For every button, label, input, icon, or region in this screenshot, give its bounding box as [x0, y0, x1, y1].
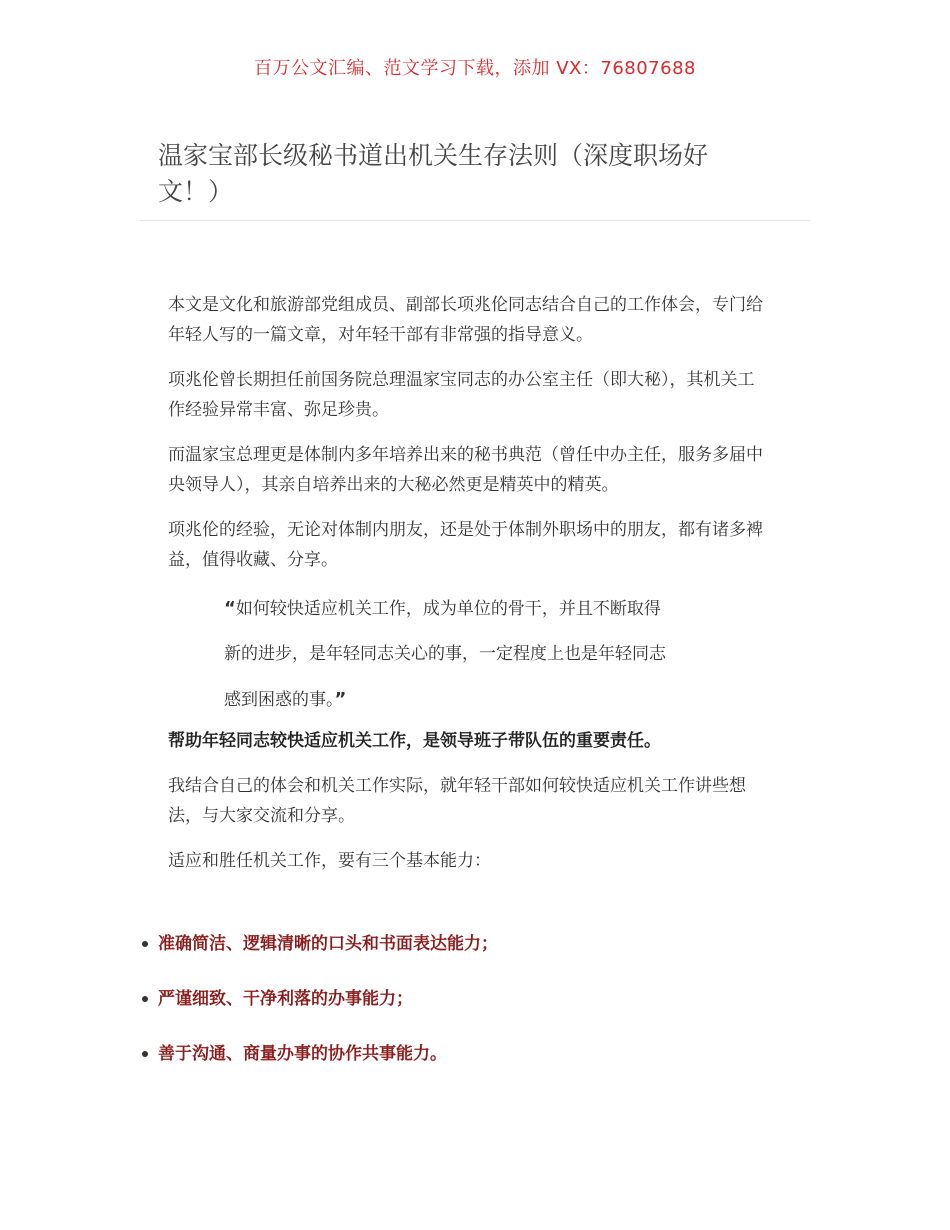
abilities-list [138, 930, 838, 1095]
ability-item [138, 985, 838, 1013]
article-title-line-1: 温家宝部长级秘书道出机关生存法则（深度职场好 [158, 141, 709, 170]
article-title [158, 138, 758, 210]
ability-item [138, 930, 838, 958]
quote-line-1-text: 如何较快适应机关工作，成为单位的骨干，并且不断取得 [235, 599, 661, 619]
title-divider [140, 220, 810, 221]
ability-item [138, 1040, 838, 1068]
article-title-line-2: 文！） [158, 177, 234, 206]
background-paragraph: 项兆伦曾长期担任前国务院总理温家宝同志的办公室主任（即大秘），其机关工作经验异常丰富、弥足珍贵。 [168, 370, 755, 420]
quote-line-1 [224, 597, 734, 621]
ability-text: 准确简洁、逻辑清晰的口头和书面表达能力； [158, 934, 498, 954]
value-paragraph: 项兆伦的经验，无论对体制内朋友，还是处于体制外职场中的朋友，都有诸多裨益，值得收藏、分享。 [168, 520, 763, 570]
article-body [168, 290, 768, 891]
approach-paragraph: 我结合自己的体会和机关工作实际，就年轻干部如何较快适应机关工作讲些想法，与大家交流和分享。 [168, 776, 746, 826]
context-paragraph: 而温家宝总理更是体制内多年培养出来的秘书典范（曾任中办主任，服务多届中央领导人），其亲自培养出来的大秘必然更是精英中的精英。 [168, 445, 763, 495]
bullet-icon [142, 1051, 148, 1057]
quote-open-mark: “ [224, 598, 236, 619]
ability-text: 严谨细致、干净利落的办事能力； [158, 989, 413, 1009]
abilities-intro: 适应和胜任机关工作，要有三个基本能力： [168, 851, 491, 871]
blockquote [224, 597, 734, 712]
ability-text: 善于沟通、商量办事的协作共事能力。 [158, 1044, 447, 1064]
intro-paragraph: 本文是文化和旅游部党组成员、副部长项兆伦同志结合自己的工作体会，专门给年轻人写的一篇文章，对年轻干部有非常强的指导意义。 [168, 295, 763, 345]
quote-line-2: 新的进步，是年轻同志关心的事，一定程度上也是年轻同志 [224, 644, 666, 664]
emphasis-paragraph: 帮助年轻同志较快适应机关工作，是领导班子带队伍的重要责任。 [168, 731, 661, 751]
bullet-icon [142, 996, 148, 1002]
quote-close-mark: ” [334, 689, 347, 710]
promo-banner: 百万公文汇编、范文学习下载，添加 VX：76807688 [254, 58, 696, 79]
quote-line-3 [224, 688, 734, 712]
quote-line-3-text: 感到困惑的事。 [224, 690, 335, 710]
bullet-icon [142, 941, 148, 947]
